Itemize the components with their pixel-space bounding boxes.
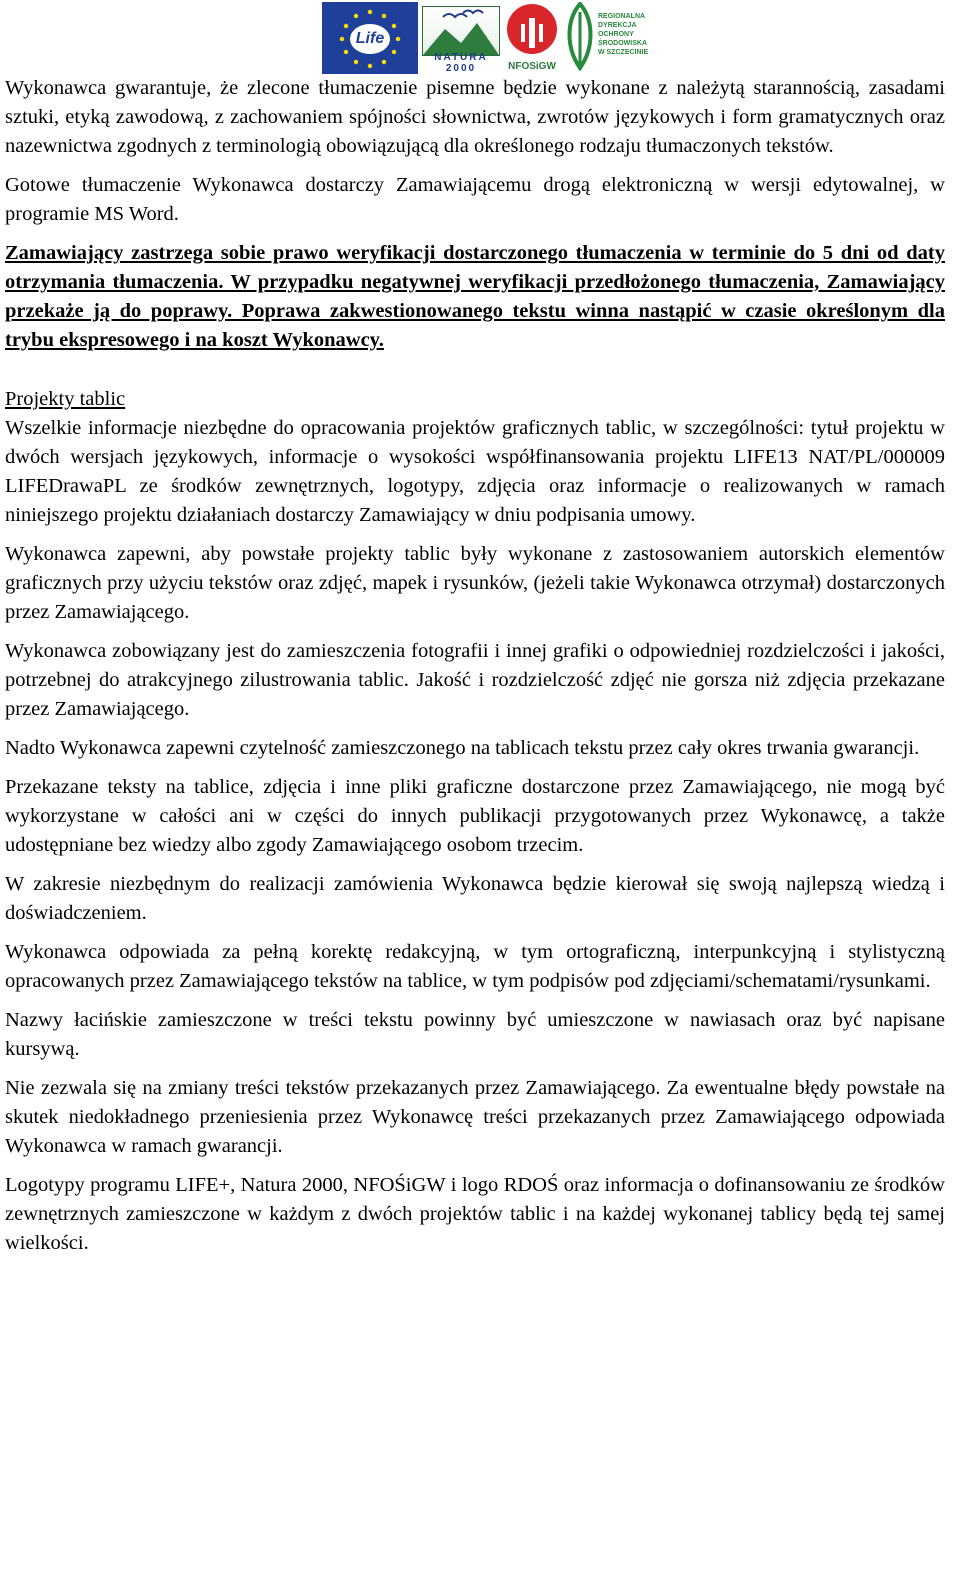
nfos-emblem xyxy=(507,4,557,54)
paragraph-graphic-elements: Wykonawca zapewni, aby powstałe projekty tablic były wykonane z zastosowaniem autorskich elementów graficznych przy użyciu tekstów oraz zdjęć, mapek i rysunków, (jeżeli takie Wykonawca otrzymał) dostarczonych przez Zamawiającego. xyxy=(5,543,945,623)
paragraph-usage-restrictions: Przekazane teksty na tablice, zdjęcia i inne pliki graficzne dostarczone przez Zamawiającego, nie mogą być wykorzystane w całości ani w części do innych publikacji przygotowanych przez Wykonawcę, a także udostępniane bez wiedzy albo zgody Zamawiającego osobom trzecim. xyxy=(5,776,945,856)
paragraph-no-changes: Nie zezwala się na zmiany treści tekstów przekazanych przez Zamawiającego. Za ewentualne błędy powstałe na skutek niedokładnego przeniesienia przez Wykonawcę treści przekazanych przez Zamawiającego odpowiada Wykonawca w ramach gwarancji. xyxy=(5,1077,945,1157)
paragraph-information: Wszelkie informacje niezbędne do opracowania projektów graficznych tablic, w szczególności: tytuł projektu w dwóch wersjach językowych, informacje o wysokości współfinansowania projektu LIFE13 NAT/PL/000009 LIFEDrawaPL ze środków zewnętrznych, logotypy, zdjęcia oraz informacje o realizowanych w ramach niniejszego projektu działaniach dostarczy Zamawiający w dniu podpisania umowy. xyxy=(5,417,945,526)
rdos-wordmark: REGIONALNA DYREKCJA OCHRONY ŚRODOWISKA W SZCZECINIE xyxy=(598,13,649,56)
paragraph-photo-quality: Wykonawca zobowiązany jest do zamieszczenia fotografii i innej grafiki o odpowiedniej rozdzielczości i jakości, potrzebnej do atrakcyjnego zilustrowania tablic. Jakość i rozdzielczość zdjęć nie gorsza niż zdjęcia przekazane przez Zamawiającego. xyxy=(5,640,945,720)
nfosigw-logo xyxy=(504,2,560,74)
paragraph-delivery-format: Gotowe tłumaczenie Wykonawca dostarczy Zamawiającemu drogą elektroniczną w wersji edytowalnej, w programie MS Word. xyxy=(5,174,945,225)
natura-emblem xyxy=(422,6,500,56)
paragraph-readability: Nadto Wykonawca zapewni czytelność zamieszczonego na tablicach tekstu przez cały okres trwania gwarancji. xyxy=(5,737,920,759)
paragraph-logotypes: Logotypy programu LIFE+, Natura 2000, NFOŚiGW i logo RDOŚ oraz informacja o dofinansowaniu ze środków zewnętrznych zamieszczone w każdym z dwóch projektów tablic i na każdej wykonanej tablicy będą tej samej wielkości. xyxy=(5,1174,945,1254)
paragraph-latin-names: Nazwy łacińskie zamieszczone w treści tekstu powinny być umieszczone w nawiasach oraz być napisane kursywą. xyxy=(5,1009,945,1060)
document-body xyxy=(5,74,945,1268)
eu-life-logo xyxy=(322,2,418,74)
rdos-logo xyxy=(564,2,654,74)
natura-2000-logo xyxy=(422,2,500,74)
birds-mountain-icon xyxy=(423,7,499,55)
tree-icon xyxy=(507,4,557,54)
leaf-icon xyxy=(564,2,596,72)
nfos-wordmark: NFOSiGW xyxy=(508,61,556,72)
paragraph-best-knowledge: W zakresie niezbędnym do realizacji zamówienia Wykonawca będzie kierował się swoją najlepszą wiedzą i doświadczeniem. xyxy=(5,873,945,924)
paragraph-proofreading: Wykonawca odpowiada za pełną korektę redakcyjną, w tym ortograficzną, interpunkcyjną i stylistyczną opracowanych przez Zamawiającego tekstów na tablice, w tym podpisów pod zdjęciami/schematami/rysunkami. xyxy=(5,941,945,992)
life-wordmark: Life xyxy=(350,24,390,54)
natura-wordmark: NATURA 2000 xyxy=(434,52,488,74)
paragraph-verification: Zamawiający zastrzega sobie prawo weryfikacji dostarczonego tłumaczenia w terminie do 5 dni od daty otrzymania tłumaczenia. W przypadku negatywnej weryfikacji przedłożonego tłumaczenia, Zamawiający przekaże ją do poprawy. Poprawa zakwestionowanego tekstu winna nastąpić w czasie określonym dla trybu ekspresowego i na koszt Wykonawcy. xyxy=(5,242,945,351)
paragraph-translation-quality: Wykonawca gwarantuje, że zlecone tłumaczenie pisemne będzie wykonane z należytą starannością, zasadami sztuki, etyką zawodową, z zachowaniem spójności słownictwa, zwrotów językowych i form gramatycznych oraz nazewnictwa zgodnych z terminologią obowiązującą dla określonego rodzaju tłumaczonych tekstów. xyxy=(5,77,945,157)
logo-bar xyxy=(322,2,654,74)
section-heading-boards: Projekty tablic xyxy=(5,388,126,410)
